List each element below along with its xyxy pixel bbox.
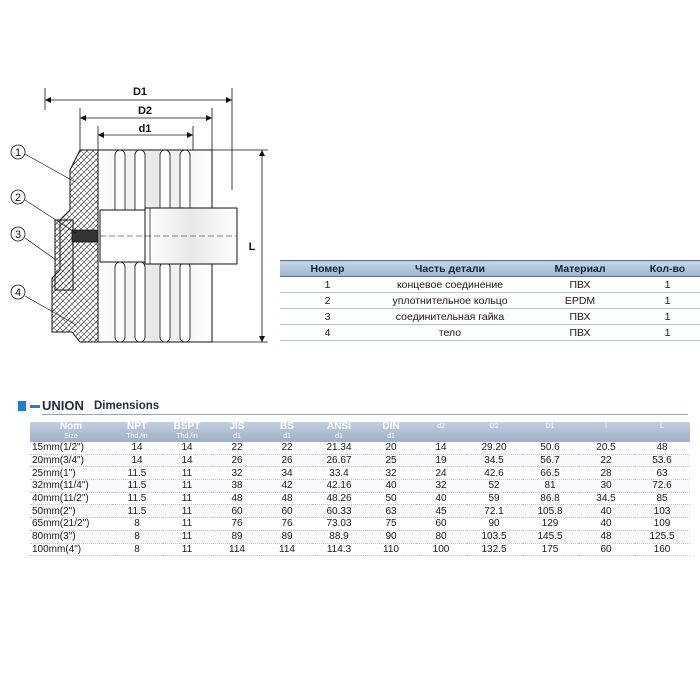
value-cell: 89 [262,530,312,543]
header-main-label: BS [280,421,294,432]
value-cell: 160 [634,543,690,556]
dimension-d1-inner [98,123,193,150]
dimensions-subtitle: Dimensions [94,400,160,412]
dimensions-header-cell [466,422,522,442]
size-cell: 25mm(1") [30,467,112,480]
size-cell: 100mm(4") [30,543,112,556]
size-cell: 15mm(1/2") [30,442,112,454]
value-cell: 11 [162,530,212,543]
cell: соединительная гайка [375,309,525,325]
value-cell: 66.5 [522,467,578,480]
value-cell: 42.16 [312,480,366,493]
size-cell: 65mm(21/2") [30,518,112,531]
header-number: Номер [280,261,375,277]
value-cell: 45 [416,505,466,518]
value-cell: 26.67 [312,454,366,467]
value-cell: 132.5 [466,543,522,556]
value-cell: 72.6 [634,480,690,493]
value-cell: 48 [212,492,262,505]
value-cell: 40 [578,505,634,518]
table-row [30,480,690,493]
header-sub-label: L [660,423,664,430]
value-cell: 60 [262,505,312,518]
cell: EPDM [525,293,635,309]
value-cell: 40 [366,480,416,493]
cell: 4 [280,325,375,341]
value-cell: 42.6 [466,467,522,480]
table-row [30,530,690,543]
value-cell: 11 [162,543,212,556]
value-cell: 11.5 [112,505,162,518]
callout-1 [11,145,75,182]
table-row [30,518,690,531]
value-cell: 11 [162,518,212,531]
header-sub-label: Thd./in [176,433,198,440]
label-d1: d1 [138,123,152,135]
value-cell: 30 [578,480,634,493]
value-cell: 109 [634,518,690,531]
value-cell: 114 [212,543,262,556]
cell: 1 [280,277,375,293]
svg-text:4: 4 [14,287,22,299]
value-cell: 11 [162,480,212,493]
value-cell: 105.8 [522,505,578,518]
dimensions-body [30,442,690,556]
value-cell: 22 [578,454,634,467]
table-row [280,309,700,325]
header-main-label: DIN [382,421,400,432]
table-row [280,277,700,293]
callout-2 [11,190,76,233]
cell: 1 [635,309,700,325]
value-cell: 34.5 [466,454,522,467]
cell: ПВХ [525,325,635,341]
cell: 1 [635,277,700,293]
value-cell: 48 [634,442,690,454]
value-cell: 59 [466,492,522,505]
size-cell: 32mm(11/4") [30,480,112,493]
value-cell: 90 [366,530,416,543]
value-cell: 81 [522,480,578,493]
value-cell: 129 [522,518,578,531]
value-cell: 14 [162,454,212,467]
value-cell: 22 [262,442,312,454]
header-sub-label: d2 [437,423,445,430]
value-cell: 63 [634,467,690,480]
size-cell: 20mm(3/4") [30,454,112,467]
cell: ПВХ [525,277,635,293]
value-cell: 8 [112,543,162,556]
value-cell: 14 [112,442,162,454]
value-cell: 52 [466,480,522,493]
value-cell: 38 [212,480,262,493]
header-quantity: Кол-во [635,261,700,277]
dimensions-header-cell [366,422,416,442]
value-cell: 11.5 [112,492,162,505]
svg-text:1: 1 [14,147,22,159]
value-cell: 50 [366,492,416,505]
value-cell: 20.5 [578,442,634,454]
table-row [30,454,690,467]
dimensions-header-cell [162,422,212,442]
value-cell: 72.1 [466,505,522,518]
dimensions-header-cell [416,422,466,442]
union-technical-drawing [0,70,290,360]
cell: тело [375,325,525,341]
dimensions-header-cell [312,422,366,442]
label-D2: D2 [137,105,153,117]
value-cell: 32 [212,467,262,480]
value-cell: 11 [162,492,212,505]
value-cell: 86.8 [522,492,578,505]
value-cell: 76 [212,518,262,531]
value-cell: 42 [262,480,312,493]
header-main-label: NPT [127,421,147,432]
size-cell: 40mm(11/2") [30,492,112,505]
cell: ПВХ [525,309,635,325]
value-cell: 60 [578,543,634,556]
value-cell: 114.3 [312,543,366,556]
dimensions-header-cell [212,422,262,442]
dimensions-heading [18,398,688,416]
value-cell: 22 [212,442,262,454]
value-cell: 89 [212,530,262,543]
table-row [280,325,700,341]
value-cell: 145.5 [522,530,578,543]
value-cell: 26 [262,454,312,467]
value-cell: 25 [366,454,416,467]
value-cell: 8 [112,518,162,531]
value-cell: 11.5 [112,467,162,480]
header-material: Материал [525,261,635,277]
header-sub-label: D2 [489,423,499,430]
dimensions-header-cell [634,422,690,442]
table-row [30,543,690,556]
table-row [30,492,690,505]
dimensions-header-cell [522,422,578,442]
value-cell: 34 [262,467,312,480]
header-sub-label: d1 [335,433,343,440]
table-row [280,293,700,309]
dimensions-header-row [30,422,690,442]
value-cell: 32 [366,467,416,480]
value-cell: 29.20 [466,442,522,454]
header-sub-label: d1 [233,433,241,440]
header-sub-label: l [605,423,607,430]
value-cell: 33.4 [312,467,366,480]
cell: концевое соединение [375,277,525,293]
value-cell: 76 [262,518,312,531]
value-cell: 80 [416,530,466,543]
size-cell: 80mm(3") [30,530,112,543]
header-main-label: BSPT [173,421,201,432]
label-L: L [248,241,256,253]
value-cell: 11 [162,505,212,518]
value-cell: 26 [212,454,262,467]
value-cell: 48 [262,492,312,505]
dimensions-header-cell [30,422,112,442]
value-cell: 90 [466,518,522,531]
value-cell: 28 [578,467,634,480]
value-cell: 40 [416,492,466,505]
header-sub-label: Thd./in [126,433,148,440]
value-cell: 60 [212,505,262,518]
value-cell: 114 [262,543,312,556]
value-cell: 50.6 [522,442,578,454]
svg-text:2: 2 [14,192,22,204]
label-D1: D1 [132,86,148,98]
value-cell: 73.03 [312,518,366,531]
value-cell: 100 [416,543,466,556]
value-cell: 14 [112,454,162,467]
value-cell: 21.34 [312,442,366,454]
value-cell: 14 [162,442,212,454]
heading-accent-dash [30,405,40,408]
value-cell: 60.33 [312,505,366,518]
svg-text:3: 3 [14,229,22,241]
header-sub-label: D1 [545,423,555,430]
header-sub-label: d1 [387,433,395,440]
value-cell: 88.9 [312,530,366,543]
value-cell: 34.5 [578,492,634,505]
callout-3 [11,227,56,260]
header-sub-label: Size [64,433,78,440]
value-cell: 56.7 [522,454,578,467]
value-cell: 75 [366,518,416,531]
parts-table [280,260,700,341]
dimensions-header-cell [262,422,312,442]
dimensions-header-cell [112,422,162,442]
value-cell: 8 [112,530,162,543]
header-main-label: ANSI [327,421,351,432]
union-body-exterior [98,150,237,342]
table-row [30,467,690,480]
header-part: Часть детали [375,261,525,277]
parts-table-header [280,261,700,277]
header-main-label: JIS [229,421,245,432]
table-row [30,442,690,454]
table-row [30,505,690,518]
cell: уплотнительное кольцо [375,293,525,309]
size-cell: 50mm(2") [30,505,112,518]
header-sub-label: d1 [283,433,291,440]
value-cell: 11 [162,467,212,480]
value-cell: 11.5 [112,480,162,493]
value-cell: 103 [634,505,690,518]
value-cell: 24 [416,467,466,480]
value-cell: 48.26 [312,492,366,505]
value-cell: 110 [366,543,416,556]
value-cell: 40 [578,518,634,531]
cell: 3 [280,309,375,325]
value-cell: 20 [366,442,416,454]
value-cell: 53.6 [634,454,690,467]
dimensions-table [30,422,690,556]
value-cell: 19 [416,454,466,467]
cell: 1 [635,293,700,309]
union-body-section [52,150,102,342]
value-cell: 60 [416,518,466,531]
heading-accent-square [18,401,26,411]
value-cell: 48 [578,530,634,543]
cell: 2 [280,293,375,309]
dimensions-title: UNION [42,398,84,413]
header-main-label: Nom [59,421,83,432]
value-cell: 63 [366,505,416,518]
heading-divider [42,414,688,415]
value-cell: 14 [416,442,466,454]
cell: 1 [635,325,700,341]
value-cell: 85 [634,492,690,505]
value-cell: 103.5 [466,530,522,543]
value-cell: 32 [416,480,466,493]
value-cell: 125.5 [634,530,690,543]
value-cell: 175 [522,543,578,556]
dimensions-header-cell [578,422,634,442]
